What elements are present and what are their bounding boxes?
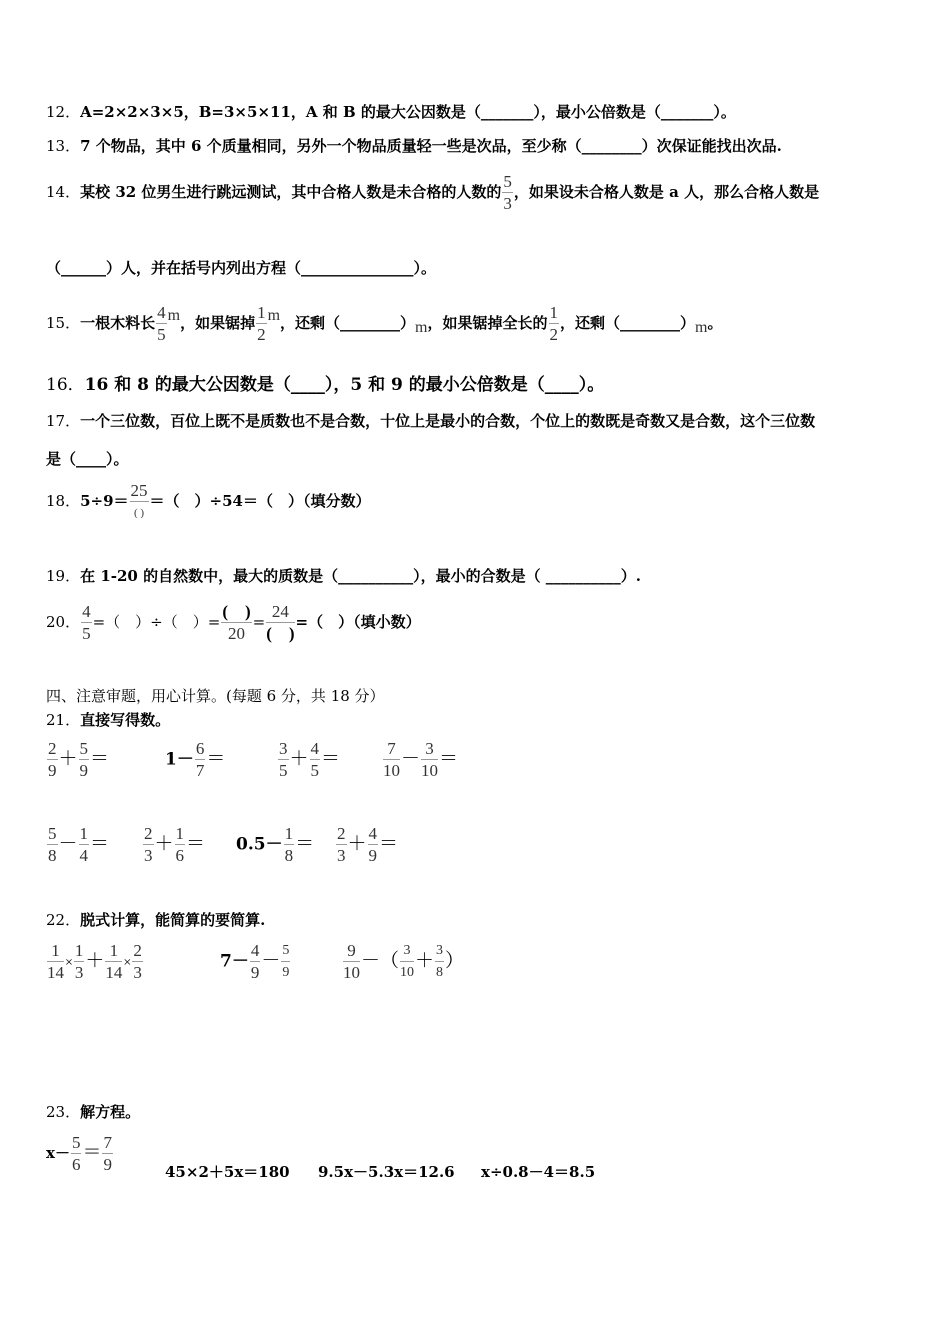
question-number: 21． xyxy=(46,711,81,729)
question-text: A=2×2×3×5，B=3×5×11，A 和 B 的最大公因数是（_______），最小公倍数是（_______）。 xyxy=(80,103,736,121)
fraction: $\frac{4}{5}$ xyxy=(82,602,91,643)
equation: x－ $\frac{5}{6}$ ＝ $\frac{7}{9}$ xyxy=(46,1133,112,1174)
equation: 9.5x－5.3x＝12.6 xyxy=(318,1163,455,1181)
question-15 xyxy=(46,296,723,348)
calc-item: $\frac{2}{3}$ ＋ $\frac{1}{6}$ ＝ xyxy=(144,824,206,865)
question-number: 13． xyxy=(46,137,81,155)
question-text: 一个三位数，百位上既不是质数也不是合数，十位上是最小的合数，个位上的数既是奇数又是合数，这个三位数 xyxy=(80,412,816,430)
calc-expression: $\frac{1}{14}$ × $\frac{1}{3}$ ＋ $\frac{1}{14}$ × $\frac{2}{3}$ xyxy=(47,941,142,982)
calc-item: 1－ $\frac{6}{7}$ ＝ xyxy=(165,739,226,780)
question-text: 直接写得数。 xyxy=(80,711,171,729)
question-number: 12． xyxy=(46,103,81,121)
question-12 xyxy=(46,102,736,122)
question-number: 16． xyxy=(46,375,85,395)
fraction: $\frac{25}{( )}$ xyxy=(130,481,148,519)
question-number: 22． xyxy=(46,911,81,929)
question-text: 脱式计算，能简算的要简算. xyxy=(80,911,266,929)
question-17 xyxy=(46,411,815,431)
question-text: ，还剩（________） xyxy=(560,314,696,332)
fraction: $\frac{24}{( )}$ xyxy=(266,602,295,643)
question-text: 16 和 8 的最大公因数是（____），5 和 9 的最小公倍数是（____）。 xyxy=(84,375,605,395)
question-17-cont xyxy=(46,449,129,469)
question-19 xyxy=(46,566,641,586)
fraction: $\frac{1}{2}$ xyxy=(257,303,266,344)
calc-expression: 7－ $\frac{4}{9}$ － $\frac{5}{9}$ xyxy=(220,941,290,982)
unit: m xyxy=(415,319,428,336)
question-13 xyxy=(46,136,782,156)
unit: m xyxy=(267,307,281,324)
question-18 xyxy=(46,481,371,522)
calc-item: $\frac{7}{10}$ － $\frac{3}{10}$ ＝ xyxy=(383,739,459,780)
question-text: = xyxy=(252,613,266,631)
question-number: 17． xyxy=(46,412,81,430)
calc-item: 0.5－ $\frac{1}{8}$ ＝ xyxy=(236,824,315,865)
question-text: 解方程。 xyxy=(80,1103,141,1121)
question-20 xyxy=(46,602,421,643)
question-22 xyxy=(46,910,265,930)
question-number: 15． xyxy=(46,314,81,332)
calc-item: $\frac{5}{8}$ － $\frac{1}{4}$ ＝ xyxy=(48,824,110,865)
question-number: 19． xyxy=(46,567,81,585)
question-number: 23． xyxy=(46,1103,81,1121)
question-text: =（ ）（填小数） xyxy=(295,613,421,631)
question-text: 是（____）。 xyxy=(46,450,129,468)
question-number: 18． xyxy=(46,492,81,510)
equation: x÷0.8－4＝8.5 xyxy=(481,1163,596,1181)
calc-item: $\frac{3}{5}$ ＋ $\frac{4}{5}$ ＝ xyxy=(279,739,341,780)
question-text: 5÷9＝ xyxy=(80,492,129,510)
question-14-cont xyxy=(46,258,436,278)
fraction: $\frac{( )}{20}$ xyxy=(222,602,251,643)
fraction: $\frac{1}{2}$ xyxy=(549,303,559,344)
calc-item: $\frac{2}{3}$ ＋ $\frac{4}{9}$ ＝ xyxy=(337,824,399,865)
question-number: 14． xyxy=(46,183,81,201)
calc-item: $\frac{2}{9}$ ＋ $\frac{5}{9}$ ＝ xyxy=(48,739,110,780)
section-heading: 四、注意审题，用心计算。(每题 6 分，共 18 分） xyxy=(46,687,385,705)
question-text: ，还剩（________） xyxy=(280,314,416,332)
equation: 45×2＋5x＝180 xyxy=(165,1163,290,1181)
question-text: （______）人，并在括号内列出方程（_______________）。 xyxy=(46,259,437,277)
calc-expression: $\frac{9}{10}$ －（ $\frac{3}{10}$ ＋ $\frac{3}{8}$ ） xyxy=(343,941,465,982)
question-16 xyxy=(46,375,604,395)
question-text: 一根木料长 xyxy=(80,314,156,332)
question-text: ，如果锯掉 xyxy=(180,314,256,332)
question-text: 某校 32 位男生进行跳远测试，其中合格人数是未合格的人数的 xyxy=(80,183,502,201)
unit: m xyxy=(695,319,708,336)
question-text: =（ ）÷（ ）= xyxy=(92,613,221,631)
question-23 xyxy=(46,1102,140,1122)
question-21 xyxy=(46,710,170,730)
unit: m xyxy=(167,307,181,324)
question-number: 20． xyxy=(46,613,81,631)
question-text: 7 个物品，其中 6 个质量相同，另外一个物品质量轻一些是次品，至少称（________）次保证能找出次品. xyxy=(80,137,782,155)
question-14 xyxy=(46,172,819,213)
fraction: $\frac{5}{3}$ xyxy=(503,172,512,213)
fraction: $\frac{4}{5}$ xyxy=(157,303,166,344)
question-text: 。 xyxy=(707,314,723,332)
question-text: 在 1-20 的自然数中，最大的质数是（__________），最小的合数是（ __________）. xyxy=(80,567,642,585)
question-text: ，如果锯掉全长的 xyxy=(427,314,548,332)
question-text: ＝（ ）÷54＝（ ）（填分数） xyxy=(149,492,371,510)
question-text: ，如果设未合格人数是 a 人，那么合格人数是 xyxy=(513,183,820,201)
